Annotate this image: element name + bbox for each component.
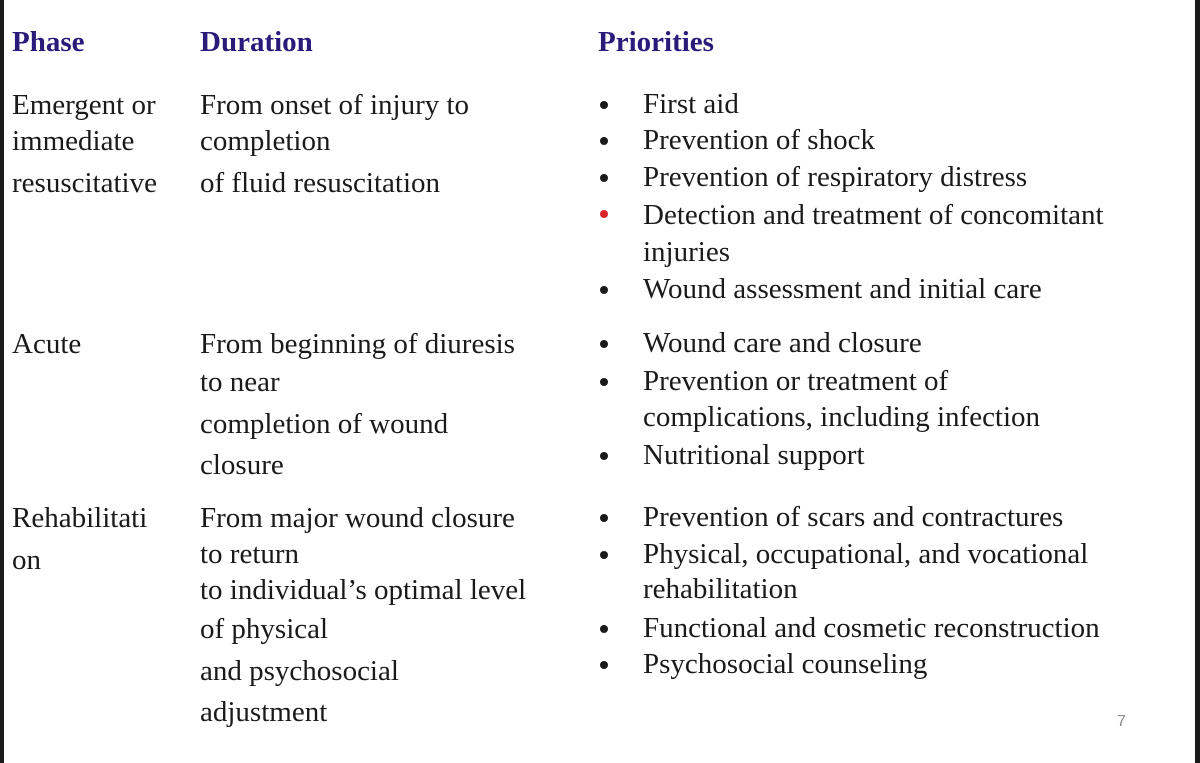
bullet-icon [600,101,608,109]
priority-item: Wound care and closure [643,327,922,359]
duration-text: adjustment [200,696,328,728]
header-priorities: Priorities [598,26,714,58]
duration-text: From beginning of diuresis [200,328,515,360]
phase-text: resuscitative [12,167,157,199]
duration-text: to individual’s optimal level [200,574,527,606]
priority-item: Nutritional support [643,439,865,471]
priority-item: Prevention of shock [643,124,875,156]
bullet-icon [600,661,608,669]
priority-item: Wound assessment and initial care [643,273,1042,305]
duration-text: and psychosocial [200,655,399,687]
slide-border-right [1195,0,1200,763]
duration-text: closure [200,449,284,481]
header-phase: Phase [12,26,85,58]
bullet-icon [600,174,608,182]
duration-text: completion of wound [200,408,449,440]
phase-text: Acute [12,328,82,360]
priority-item: First aid [643,88,739,120]
duration-text: From onset of injury to [200,89,470,121]
phase-text: Rehabilitati [12,502,148,534]
page-number: 7 [1117,713,1126,730]
phase-text: Emergent or [12,89,156,121]
slide-border-left [0,0,4,763]
bullet-icon [600,286,608,294]
priority-item-continuation: complications, including infection [643,401,1041,433]
duration-text: to return [200,538,300,570]
duration-text: to near [200,366,280,398]
bullet-icon [600,340,608,348]
priority-item: Psychosocial counseling [643,648,928,680]
priority-item: Prevention or treatment of [643,365,949,397]
red-bullet-icon [600,210,608,218]
bullet-icon [600,551,608,559]
duration-text: of fluid resuscitation [200,167,441,199]
bullet-icon [600,514,608,522]
priority-item: Prevention of scars and contractures [643,501,1064,533]
priority-item-continuation: injuries [643,236,730,268]
duration-text: From major wound closure [200,502,515,534]
phase-text: on [12,544,41,576]
header-duration: Duration [200,26,313,58]
bullet-icon [600,452,608,460]
phase-text: immediate [12,125,135,157]
duration-text: of physical [200,613,329,645]
priority-item: Functional and cosmetic reconstruction [643,612,1100,644]
bullet-icon [600,625,608,633]
bullet-icon [600,137,608,145]
priority-item: Detection and treatment of concomitant [643,199,1104,231]
duration-text: completion [200,125,331,157]
priority-item-continuation: rehabilitation [643,573,798,605]
priority-item: Prevention of respiratory distress [643,161,1028,193]
priority-item: Physical, occupational, and vocational [643,538,1089,570]
bullet-icon [600,378,608,386]
